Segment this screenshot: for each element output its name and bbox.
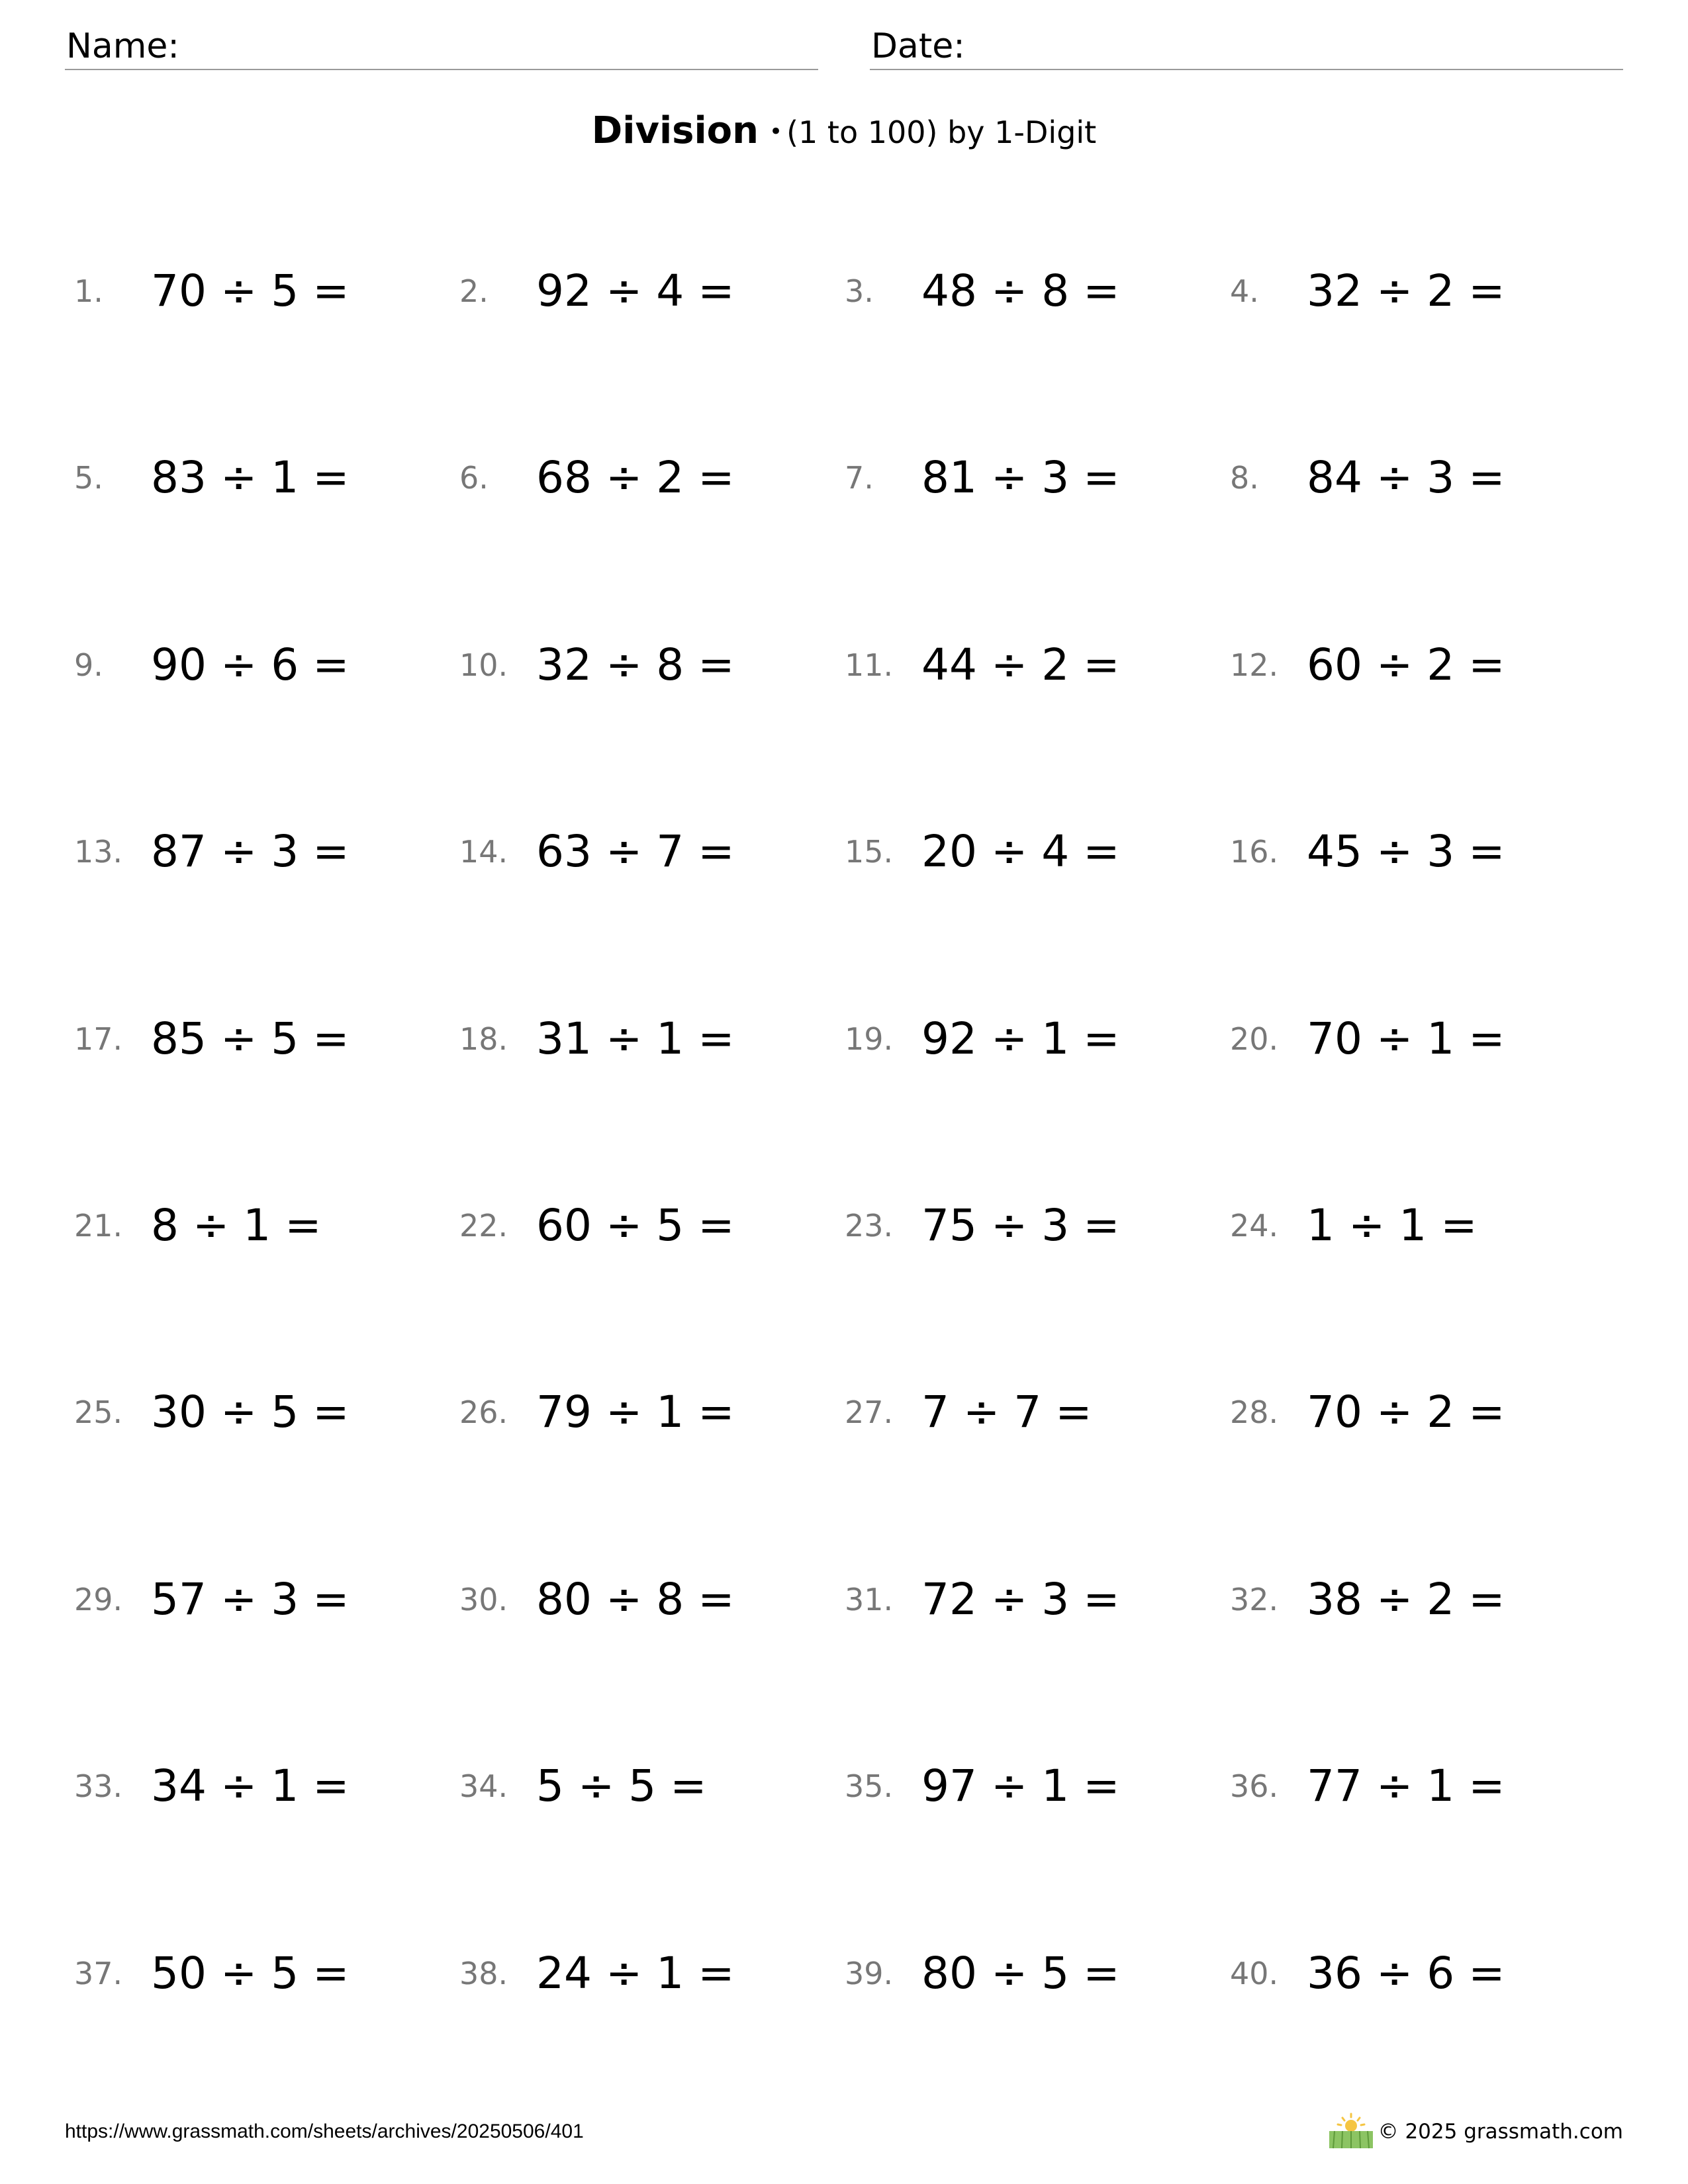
problem-number: 16. (1230, 834, 1279, 870)
problem-number: 15. (845, 834, 894, 870)
problem-number: 17. (74, 1021, 123, 1057)
problem-item (1230, 1937, 1601, 2010)
problem-number: 26. (459, 1394, 508, 1430)
problem-item (459, 815, 830, 888)
worksheet-title (0, 105, 1688, 166)
problem-expression: 79 ÷ 1 = (536, 1387, 735, 1437)
problem-number: 39. (845, 1956, 894, 1991)
problem-expression: 70 ÷ 5 = (151, 265, 350, 316)
problem-expression: 70 ÷ 1 = (1307, 1013, 1505, 1064)
problem-item (74, 1003, 445, 1075)
problem-number: 6. (459, 460, 489, 496)
problem-item (74, 1750, 445, 1823)
problem-item (845, 1750, 1215, 1823)
problem-item (845, 255, 1215, 328)
problem-number: 11. (845, 647, 894, 683)
sun-icon (1338, 2114, 1364, 2132)
problem-number: 33. (74, 1768, 123, 1804)
name-label: Name: (66, 26, 179, 66)
problem-number: 30. (459, 1582, 508, 1617)
problem-item (459, 255, 830, 328)
problem-item (845, 1937, 1215, 2010)
problem-number: 40. (1230, 1956, 1279, 1991)
problem-item (74, 629, 445, 702)
problem-item (845, 1189, 1215, 1262)
problem-item (845, 441, 1215, 514)
problem-number: 21. (74, 1208, 123, 1244)
problem-number: 27. (845, 1394, 894, 1430)
problem-expression: 38 ÷ 2 = (1307, 1574, 1505, 1625)
problem-number: 20. (1230, 1021, 1279, 1057)
problem-number: 23. (845, 1208, 894, 1244)
problem-number: 7. (845, 460, 874, 496)
problem-number: 10. (459, 647, 508, 683)
problem-item (845, 1563, 1215, 1636)
problem-item (1230, 629, 1601, 702)
date-field[interactable] (870, 24, 1623, 70)
problem-expression: 60 ÷ 5 = (536, 1200, 735, 1251)
problem-number: 37. (74, 1956, 123, 1991)
problem-expression: 60 ÷ 2 = (1307, 639, 1505, 690)
problem-item (459, 1376, 830, 1449)
problem-number: 2. (459, 273, 489, 309)
problem-number: 19. (845, 1021, 894, 1057)
problem-expression: 24 ÷ 1 = (536, 1948, 735, 1999)
problem-number: 29. (74, 1582, 123, 1617)
problem-number: 1. (74, 273, 103, 309)
problem-item (1230, 1003, 1601, 1075)
problem-item (1230, 1750, 1601, 1823)
problem-expression: 85 ÷ 5 = (151, 1013, 350, 1064)
footer-copyright: © 2025 grassmath.com (1378, 2120, 1623, 2144)
problem-item (845, 1376, 1215, 1449)
problem-number: 35. (845, 1768, 894, 1804)
problem-item (74, 441, 445, 514)
title-subtitle: (1 to 100) by 1-Digit (786, 114, 1097, 150)
problem-item (1230, 441, 1601, 514)
problem-expression: 80 ÷ 8 = (536, 1574, 735, 1625)
problem-expression: 32 ÷ 8 = (536, 639, 735, 690)
problem-expression: 75 ÷ 3 = (921, 1200, 1120, 1251)
problem-item (74, 1563, 445, 1636)
problem-expression: 34 ÷ 1 = (151, 1760, 350, 1811)
problem-item (459, 1563, 830, 1636)
problem-expression: 83 ÷ 1 = (151, 452, 350, 503)
problem-expression: 8 ÷ 1 = (151, 1200, 322, 1251)
problem-expression: 30 ÷ 5 = (151, 1387, 350, 1437)
problem-expression: 7 ÷ 7 = (921, 1387, 1092, 1437)
problem-expression: 97 ÷ 1 = (921, 1760, 1120, 1811)
problem-number: 38. (459, 1956, 508, 1991)
problem-item (459, 1937, 830, 2010)
problem-item (74, 1189, 445, 1262)
problem-item (459, 1003, 830, 1075)
problem-item (459, 629, 830, 702)
problem-item (74, 1937, 445, 2010)
problem-number: 31. (845, 1582, 894, 1617)
problem-item (74, 815, 445, 888)
problem-item (845, 815, 1215, 888)
problem-expression: 32 ÷ 2 = (1307, 265, 1505, 316)
title-main: Division (591, 109, 759, 152)
problem-expression: 72 ÷ 3 = (921, 1574, 1120, 1625)
problem-item (1230, 1563, 1601, 1636)
problem-expression: 80 ÷ 5 = (921, 1948, 1120, 1999)
problem-number: 25. (74, 1394, 123, 1430)
problem-number: 8. (1230, 460, 1259, 496)
problem-number: 9. (74, 647, 103, 683)
problem-number: 28. (1230, 1394, 1279, 1430)
problem-expression: 48 ÷ 8 = (921, 265, 1120, 316)
problem-number: 22. (459, 1208, 508, 1244)
problem-expression: 92 ÷ 4 = (536, 265, 735, 316)
problem-expression: 45 ÷ 3 = (1307, 826, 1505, 877)
problem-expression: 90 ÷ 6 = (151, 639, 350, 690)
problem-number: 4. (1230, 273, 1259, 309)
problem-expression: 70 ÷ 2 = (1307, 1387, 1505, 1437)
problem-number: 32. (1230, 1582, 1279, 1617)
footer-url: https://www.grassmath.com/sheets/archives/20250506/401 (65, 2120, 584, 2142)
problem-number: 24. (1230, 1208, 1279, 1244)
problem-number: 3. (845, 273, 874, 309)
problem-expression: 50 ÷ 5 = (151, 1948, 350, 1999)
problem-expression: 20 ÷ 4 = (921, 826, 1120, 877)
date-label: Date: (871, 26, 965, 66)
problem-expression: 31 ÷ 1 = (536, 1013, 735, 1064)
problem-expression: 77 ÷ 1 = (1307, 1760, 1505, 1811)
problem-item (1230, 255, 1601, 328)
problem-number: 14. (459, 834, 508, 870)
problem-number: 34. (459, 1768, 508, 1804)
name-field[interactable] (65, 24, 818, 70)
problem-item (1230, 1376, 1601, 1449)
problem-expression: 68 ÷ 2 = (536, 452, 735, 503)
problem-item (459, 441, 830, 514)
problem-expression: 92 ÷ 1 = (921, 1013, 1120, 1064)
problem-expression: 84 ÷ 3 = (1307, 452, 1505, 503)
problem-number: 13. (74, 834, 123, 870)
problem-number: 18. (459, 1021, 508, 1057)
problem-number: 5. (74, 460, 103, 496)
problem-item (1230, 815, 1601, 888)
problem-expression: 57 ÷ 3 = (151, 1574, 350, 1625)
problem-item (459, 1750, 830, 1823)
problem-number: 36. (1230, 1768, 1279, 1804)
problem-item (1230, 1189, 1601, 1262)
problem-expression: 44 ÷ 2 = (921, 639, 1120, 690)
problem-expression: 36 ÷ 6 = (1307, 1948, 1505, 1999)
title-bullet: • (769, 118, 783, 145)
problem-item (845, 629, 1215, 702)
problem-number: 12. (1230, 647, 1279, 683)
problem-item (845, 1003, 1215, 1075)
grassmath-logo-icon (1328, 2111, 1374, 2150)
problem-item (459, 1189, 830, 1262)
problem-item (74, 1376, 445, 1449)
problem-expression: 5 ÷ 5 = (536, 1760, 707, 1811)
problem-expression: 1 ÷ 1 = (1307, 1200, 1477, 1251)
problem-item (74, 255, 445, 328)
problem-expression: 63 ÷ 7 = (536, 826, 735, 877)
problem-expression: 87 ÷ 3 = (151, 826, 350, 877)
problem-expression: 81 ÷ 3 = (921, 452, 1120, 503)
